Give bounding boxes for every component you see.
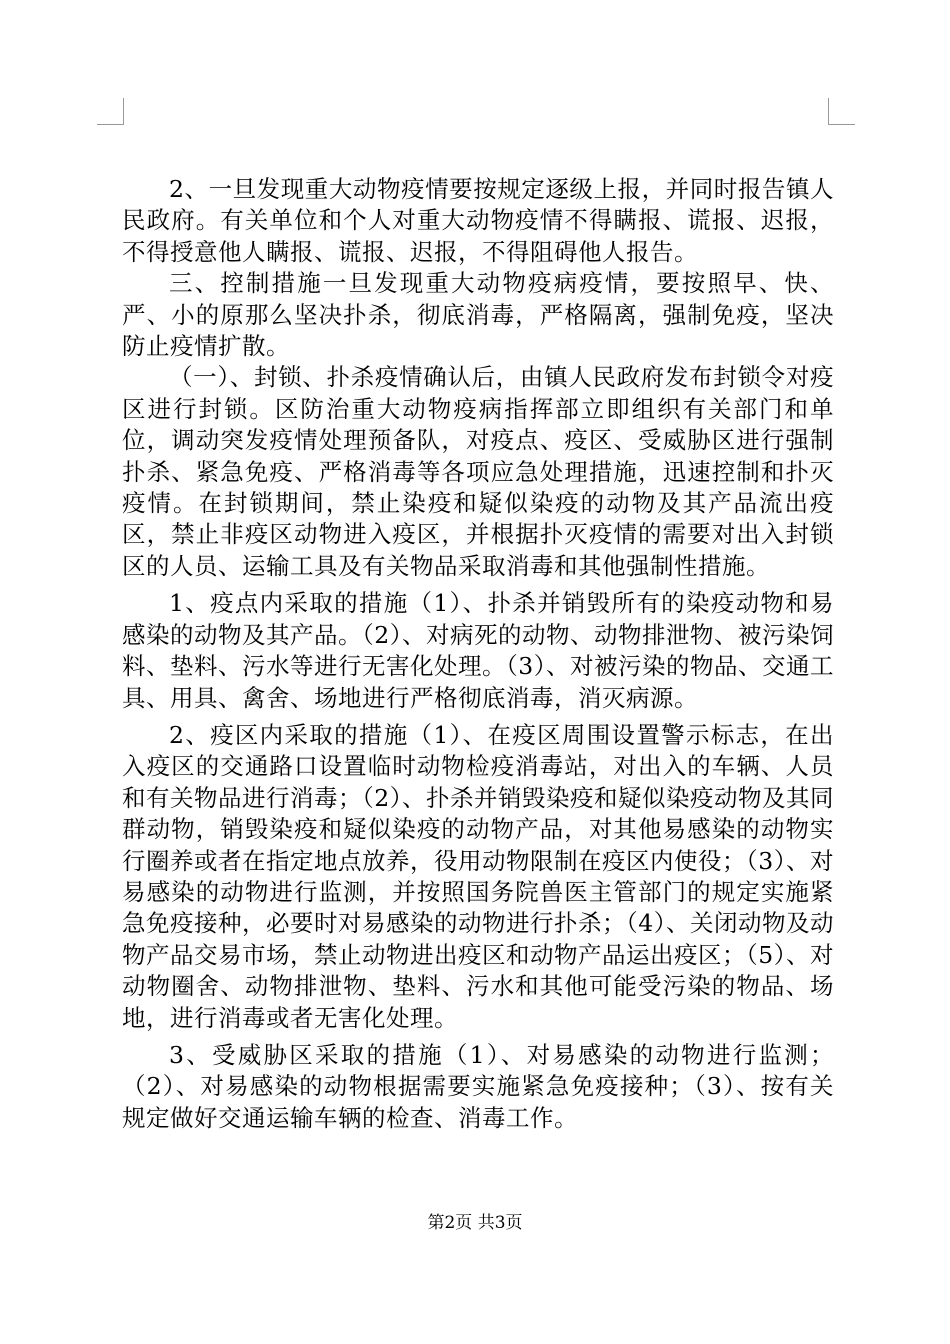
crop-mark-top-right — [828, 98, 855, 125]
paragraph-report-procedure: 2、一旦发现重大动物疫情要按规定逐级上报，并同时报告镇人民政府。有关单位和个人对重大动物疫情不得瞒报、谎报、迟报，不得授意他人瞒报、谎报、迟报，不得阻碍他人报告。 — [122, 175, 834, 266]
paragraph-threatened-zone-measures: 3、受威胁区采取的措施（1）、对易感染的动物进行监测；（2）、对易感染的动物根据需要实施紧急免疫接种；（3）、按有关规定做好交通运输车辆的检查、消毒工作。 — [122, 1040, 834, 1132]
paragraph-infected-zone-measures: 2、疫区内采取的措施（1）、在疫区周围设置警示标志，在出入疫区的交通路口设置临时动物检疫消毒站，对出入的车辆、人员和有关物品进行消毒；（2）、扑杀并销毁染疫和疑似染疫动物及其同群动物，销毁染疫和疑似染疫的动物产品，对其他易感染的动物实行圈养或者在指定地点放养，役用动物限制在疫区内使役；（3）、对易感染的动物进行监测，并按照国务院兽医主管部门的规定实施紧急免疫接种，必要时对易感染的动物进行扑杀；（4）、关闭动物及动物产品交易市场，禁止动物进出疫区和动物产品运出疫区；（5）、对动物圈舍、动物排泄物、垫料、污水和其他可能受污染的物品、场地，进行消毒或者无害化处理。 — [122, 720, 834, 1032]
paragraph-outbreak-point-measures: 1、疫点内采取的措施（1）、扑杀并销毁所有的染疫动物和易感染的动物及其产品。（2）、对病死的动物、动物排泄物、被污染饲料、垫料、污水等进行无害化处理。（3）、对被污染的物品、交通工具、用具、禽舍、场地进行严格彻底消毒，消灭病源。 — [122, 589, 834, 712]
paragraph-lockdown-cull: （一）、封锁、扑杀疫情确认后，由镇人民政府发布封锁令对疫区进行封锁。区防治重大动物疫病指挥部立即组织有关部门和单位，调动突发疫情处理预备队，对疫点、疫区、受威胁区进行强制扑杀、紧急免疫、严格消毒等各项应急处理措施，迅速控制和扑灭疫情。在封锁期间，禁止染疫和疑似染疫的动物及其产品流出疫区，禁止非疫区动物进入疫区，并根据扑灭疫情的需要对出入封锁区的人员、运输工具及有关物品采取消毒和其他强制性措施。 — [122, 363, 834, 580]
document-body — [122, 174, 834, 1134]
crop-mark-top-left — [97, 98, 124, 125]
paragraph-control-measures: 三、控制措施一旦发现重大动物疫病疫情，要按照早、快、严、小的原那么坚决扑杀，彻底消毒，严格隔离，强制免疫，坚决防止疫情扩散。 — [122, 269, 834, 361]
page-number-footer: 第2页 共3页 — [427, 1213, 523, 1233]
